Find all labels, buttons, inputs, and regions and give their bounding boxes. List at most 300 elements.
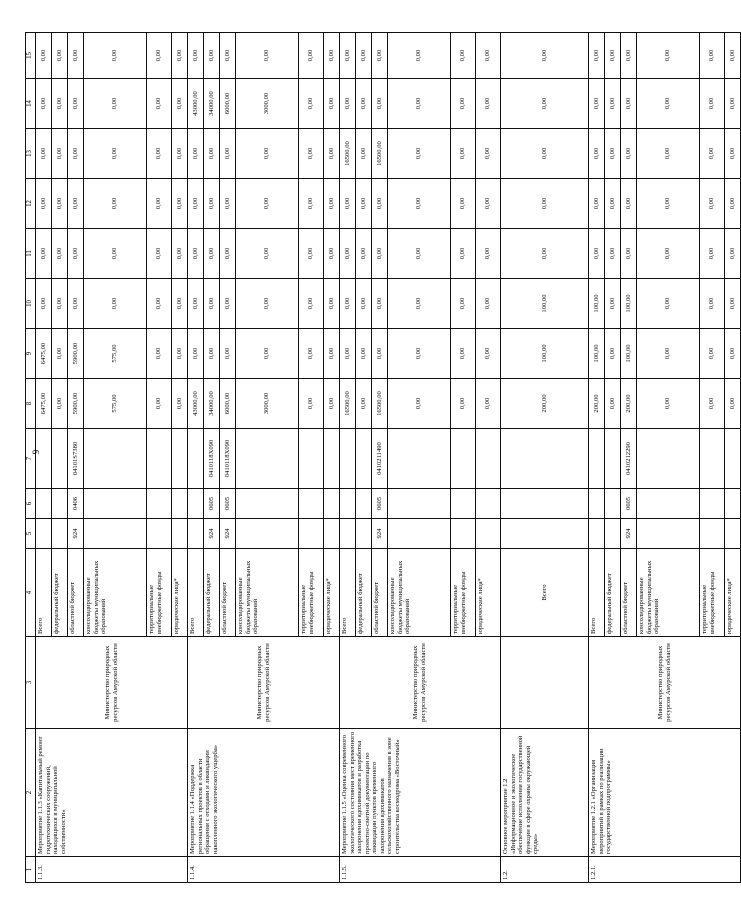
amount-cell: 0,00: [204, 279, 220, 329]
amount-cell: 6475,00: [36, 379, 52, 429]
amount-cell: 0,00: [172, 179, 188, 229]
amount-cell: 0,00: [451, 79, 476, 129]
grbs-code: [84, 519, 147, 549]
funding-source: территориальные внебюджетные фонды: [700, 549, 725, 637]
amount-cell: 0,00: [388, 279, 451, 329]
header-cell: 9: [26, 329, 36, 379]
amount-cell: 0,00: [589, 79, 605, 129]
header-cell: 1: [26, 857, 36, 883]
amount-cell: 5900,00: [68, 329, 84, 379]
amount-cell: 0,00: [188, 33, 204, 79]
amount-cell: 0,00: [356, 379, 372, 429]
amount-cell: 0,00: [68, 279, 84, 329]
amount-cell: 0,00: [84, 179, 147, 229]
item-name: Мероприятие 1.1.4 «Поддержка региональных проектов в области обращения с отходами и ликвидации накопленного экологического ущерба»: [188, 729, 340, 857]
amount-cell: 0,00: [84, 79, 147, 129]
amount-cell: 0,00: [372, 229, 388, 279]
header-row: [26, 33, 36, 883]
amount-cell: 0,00: [605, 33, 621, 79]
header-cell: 10: [26, 279, 36, 329]
amount-cell: 0,00: [299, 79, 324, 129]
amount-cell: 0,00: [36, 279, 52, 329]
amount-cell: 5900,00: [68, 379, 84, 429]
amount-cell: 0,00: [637, 79, 700, 129]
grbs-code: [236, 519, 299, 549]
amount-cell: 0,00: [372, 279, 388, 329]
funding-source: федеральный бюджет: [52, 549, 68, 637]
amount-cell: 0,00: [84, 279, 147, 329]
csr-code: [236, 429, 299, 489]
amount-cell: 0,00: [637, 33, 700, 79]
amount-cell: 0,00: [372, 79, 388, 129]
amount-cell: 0,00: [605, 79, 621, 129]
amount-cell: 0,00: [501, 229, 589, 279]
amount-cell: 0,00: [236, 279, 299, 329]
table-row: [36, 33, 52, 883]
amount-cell: 0,00: [188, 179, 204, 229]
amount-cell: 0,00: [52, 33, 68, 79]
table-row: [188, 33, 204, 883]
amount-cell: 0,00: [324, 229, 340, 279]
amount-cell: 16500,00: [340, 129, 356, 179]
amount-cell: 0,00: [372, 179, 388, 229]
item-number: 1.2.: [501, 857, 589, 883]
item-name: Мероприятие 1.1.5 «Оценка современного экологического состояния мест временного захоронения ядохимикатов и разработка проектно-сметной документации по ликвидации пунктов временного захоронения ядохимикатов сельскохозяйственного назначения в зоне строительства космодрома «Восточный»: [340, 729, 501, 857]
amount-cell: 0,00: [725, 33, 741, 79]
amount-cell: 0,00: [172, 229, 188, 279]
rzpr-code: [36, 489, 52, 519]
amount-cell: 0,00: [589, 129, 605, 179]
grbs-code: [340, 519, 356, 549]
amount-cell: 0,00: [220, 329, 236, 379]
financing-table: [25, 32, 741, 883]
csr-code: [637, 429, 700, 489]
amount-cell: 0,00: [725, 79, 741, 129]
amount-cell: 0,00: [637, 179, 700, 229]
amount-cell: 200,00: [501, 379, 589, 429]
amount-cell: 0,00: [147, 379, 172, 429]
amount-cell: 0,00: [68, 33, 84, 79]
item-executor: Министерство природных ресурсов Амурской области: [36, 637, 188, 729]
funding-source: юридические лица*: [725, 549, 741, 637]
amount-cell: 0,00: [52, 79, 68, 129]
funding-source: консолидированные бюджеты муниципальных образований: [388, 549, 451, 637]
grbs-code: [388, 519, 451, 549]
amount-cell: 0,00: [340, 329, 356, 379]
amount-cell: 0,00: [52, 329, 68, 379]
grbs-code: [147, 519, 172, 549]
amount-cell: 575,00: [84, 329, 147, 379]
funding-source: Всего: [501, 549, 589, 637]
amount-cell: 0,00: [236, 229, 299, 279]
funding-source: областной бюджет: [372, 549, 388, 637]
funding-source: федеральный бюджет: [356, 549, 372, 637]
rzpr-code: [324, 489, 340, 519]
amount-cell: 0,00: [147, 279, 172, 329]
amount-cell: 0,00: [476, 229, 501, 279]
amount-cell: 0,00: [356, 79, 372, 129]
amount-cell: 0,00: [501, 33, 589, 79]
amount-cell: 0,00: [476, 379, 501, 429]
amount-cell: 0,00: [340, 79, 356, 129]
amount-cell: 0,00: [188, 229, 204, 279]
csr-code: [605, 429, 621, 489]
amount-cell: 0,00: [700, 179, 725, 229]
amount-cell: 0,00: [451, 379, 476, 429]
table-row: [340, 33, 356, 883]
amount-cell: 0,00: [84, 33, 147, 79]
rzpr-code: [589, 489, 605, 519]
grbs-code: 924: [204, 519, 220, 549]
amount-cell: 0,00: [605, 129, 621, 179]
amount-cell: 0,00: [220, 129, 236, 179]
funding-source: юридические лица*: [324, 549, 340, 637]
amount-cell: 0,00: [220, 33, 236, 79]
amount-cell: 0,00: [725, 129, 741, 179]
rzpr-code: [188, 489, 204, 519]
amount-cell: 0,00: [621, 79, 637, 129]
header-cell: 12: [26, 179, 36, 229]
amount-cell: 0,00: [172, 129, 188, 179]
amount-cell: 16500,00: [372, 129, 388, 179]
header-cell: 2: [26, 729, 36, 857]
amount-cell: 200,00: [621, 379, 637, 429]
amount-cell: 0,00: [236, 329, 299, 379]
amount-cell: 0,00: [621, 179, 637, 229]
rotated-table-wrapper: [25, 33, 736, 883]
amount-cell: 0,00: [204, 329, 220, 379]
amount-cell: 0,00: [637, 229, 700, 279]
amount-cell: 575,00: [84, 379, 147, 429]
amount-cell: 6475,00: [36, 329, 52, 379]
grbs-code: [299, 519, 324, 549]
item-number: 1.1.3.: [36, 857, 188, 883]
amount-cell: 0,00: [372, 33, 388, 79]
csr-code: 0410118Х090: [220, 429, 236, 489]
amount-cell: 0,00: [340, 229, 356, 279]
item-number: 1.2.1.: [589, 857, 741, 883]
amount-cell: 0,00: [605, 279, 621, 329]
item-number: 1.1.4.: [188, 857, 340, 883]
grbs-code: [637, 519, 700, 549]
amount-cell: 0,00: [299, 129, 324, 179]
amount-cell: 0,00: [589, 229, 605, 279]
grbs-code: 924: [220, 519, 236, 549]
table-row: [501, 33, 589, 883]
amount-cell: 0,00: [637, 329, 700, 379]
amount-cell: 0,00: [36, 79, 52, 129]
amount-cell: 0,00: [451, 179, 476, 229]
amount-cell: 0,00: [204, 129, 220, 179]
csr-code: 04101S7380: [68, 429, 84, 489]
header-cell: 4: [26, 549, 36, 637]
amount-cell: 0,00: [451, 33, 476, 79]
item-name: Мероприятие 1.1.3 «Капитальный ремонт гидротехнических сооружений, находящихся в муниципальной собственности»: [36, 729, 188, 857]
grbs-code: [36, 519, 52, 549]
amount-cell: 0,00: [204, 33, 220, 79]
header-cell: 13: [26, 129, 36, 179]
amount-cell: 0,00: [147, 179, 172, 229]
amount-cell: 3000,00: [236, 79, 299, 129]
csr-code: [589, 429, 605, 489]
item-name: Основное мероприятие 1.2 «Информационное и экологическое обеспечение исполнения государственной функции в сфере охраны окружающей среды»: [501, 729, 589, 857]
table-row: [589, 33, 605, 883]
amount-cell: 0,00: [476, 33, 501, 79]
grbs-code: [589, 519, 605, 549]
amount-cell: 0,00: [700, 79, 725, 129]
amount-cell: 0,00: [621, 229, 637, 279]
amount-cell: 0,00: [621, 33, 637, 79]
amount-cell: 0,00: [324, 179, 340, 229]
amount-cell: 0,00: [52, 129, 68, 179]
amount-cell: 0,00: [372, 329, 388, 379]
rzpr-code: [700, 489, 725, 519]
rzpr-code: 0605: [372, 489, 388, 519]
amount-cell: 0,00: [621, 129, 637, 179]
item-executor: Министерство природных ресурсов Амурской области: [188, 637, 340, 729]
grbs-code: [188, 519, 204, 549]
funding-source: консолидированные бюджеты муниципальных образований: [236, 549, 299, 637]
amount-cell: 0,00: [172, 379, 188, 429]
funding-source: Всего: [340, 549, 356, 637]
csr-code: [147, 429, 172, 489]
header-cell: 14: [26, 79, 36, 129]
amount-cell: 0,00: [172, 79, 188, 129]
rzpr-code: 0605: [621, 489, 637, 519]
amount-cell: 43000,00: [188, 379, 204, 429]
amount-cell: 100,00: [589, 329, 605, 379]
amount-cell: 0,00: [204, 179, 220, 229]
amount-cell: 0,00: [299, 33, 324, 79]
amount-cell: 0,00: [589, 33, 605, 79]
amount-cell: 0,00: [84, 129, 147, 179]
amount-cell: 0,00: [188, 279, 204, 329]
amount-cell: 0,00: [388, 329, 451, 379]
amount-cell: 0,00: [501, 79, 589, 129]
header-cell: 8: [26, 379, 36, 429]
csr-code: [172, 429, 188, 489]
amount-cell: 0,00: [589, 179, 605, 229]
amount-cell: 0,00: [388, 179, 451, 229]
amount-cell: 100,00: [621, 279, 637, 329]
rzpr-code: [84, 489, 147, 519]
rzpr-code: [637, 489, 700, 519]
csr-code: [188, 429, 204, 489]
amount-cell: 0,00: [451, 129, 476, 179]
amount-cell: 0,00: [451, 279, 476, 329]
amount-cell: 0,00: [147, 33, 172, 79]
funding-source: юридические лица*: [476, 549, 501, 637]
amount-cell: 0,00: [52, 229, 68, 279]
amount-cell: 0,00: [356, 229, 372, 279]
amount-cell: 0,00: [172, 329, 188, 379]
csr-code: 0410212290: [621, 429, 637, 489]
amount-cell: 0,00: [700, 379, 725, 429]
grbs-code: 924: [372, 519, 388, 549]
amount-cell: 0,00: [501, 129, 589, 179]
amount-cell: 100,00: [501, 329, 589, 379]
amount-cell: 0,00: [605, 329, 621, 379]
amount-cell: 0,00: [700, 279, 725, 329]
grbs-code: [725, 519, 741, 549]
amount-cell: 0,00: [324, 129, 340, 179]
amount-cell: 0,00: [68, 229, 84, 279]
grbs-code: 924: [621, 519, 637, 549]
csr-code: [324, 429, 340, 489]
funding-source: областной бюджет: [220, 549, 236, 637]
amount-cell: 0,00: [605, 379, 621, 429]
header-cell: 11: [26, 229, 36, 279]
header-cell: 3: [26, 637, 36, 729]
funding-source: консолидированные бюджеты муниципальных образований: [84, 549, 147, 637]
amount-cell: 0,00: [220, 229, 236, 279]
item-name: Мероприятие 1.2.1 «Организация мероприятий в рамках по реализации государственной подпрограммы»: [589, 729, 741, 857]
amount-cell: 0,00: [476, 129, 501, 179]
funding-source: Всего: [188, 549, 204, 637]
rzpr-code: [236, 489, 299, 519]
amount-cell: 100,00: [621, 329, 637, 379]
amount-cell: 0,00: [84, 229, 147, 279]
amount-cell: 0,00: [356, 179, 372, 229]
grbs-code: [476, 519, 501, 549]
grbs-code: [451, 519, 476, 549]
csr-code: [36, 429, 52, 489]
amount-cell: 0,00: [172, 279, 188, 329]
amount-cell: 0,00: [324, 33, 340, 79]
rzpr-code: [299, 489, 324, 519]
amount-cell: 0,00: [388, 33, 451, 79]
rzpr-code: [605, 489, 621, 519]
amount-cell: 0,00: [451, 329, 476, 379]
amount-cell: 0,00: [236, 129, 299, 179]
amount-cell: 0,00: [388, 129, 451, 179]
funding-source: консолидированные бюджеты муниципальных образований: [637, 549, 700, 637]
amount-cell: 0,00: [147, 79, 172, 129]
amount-cell: 0,00: [220, 179, 236, 229]
csr-code: [451, 429, 476, 489]
amount-cell: 0,00: [172, 33, 188, 79]
amount-cell: 0,00: [700, 329, 725, 379]
amount-cell: 200,00: [589, 379, 605, 429]
amount-cell: 0,00: [324, 379, 340, 429]
amount-cell: 0,00: [637, 279, 700, 329]
amount-cell: 0,00: [36, 129, 52, 179]
amount-cell: 16500,00: [340, 379, 356, 429]
header-cell: 7: [26, 429, 36, 489]
funding-source: юридические лица*: [172, 549, 188, 637]
amount-cell: 0,00: [299, 229, 324, 279]
amount-cell: 0,00: [236, 179, 299, 229]
item-executor: Министерство природных ресурсов Амурской области: [340, 637, 501, 729]
rzpr-code: [725, 489, 741, 519]
amount-cell: 34000,00: [204, 79, 220, 129]
amount-cell: 0,00: [356, 329, 372, 379]
grbs-code: [324, 519, 340, 549]
csr-code: [340, 429, 356, 489]
amount-cell: 0,00: [324, 279, 340, 329]
grbs-code: [356, 519, 372, 549]
amount-cell: 0,00: [388, 79, 451, 129]
code-cell: [501, 429, 589, 489]
amount-cell: 0,00: [637, 379, 700, 429]
csr-code: [52, 429, 68, 489]
amount-cell: 0,00: [188, 129, 204, 179]
amount-cell: 6000,00: [220, 79, 236, 129]
amount-cell: 3000,00: [236, 379, 299, 429]
code-cell: [501, 489, 589, 519]
csr-code: [725, 429, 741, 489]
grbs-code: [700, 519, 725, 549]
amount-cell: 0,00: [147, 129, 172, 179]
amount-cell: 0,00: [725, 229, 741, 279]
amount-cell: 0,00: [451, 229, 476, 279]
amount-cell: 0,00: [476, 79, 501, 129]
amount-cell: 0,00: [356, 33, 372, 79]
amount-cell: 0,00: [340, 33, 356, 79]
grbs-code: [605, 519, 621, 549]
rzpr-code: [476, 489, 501, 519]
rzpr-code: [451, 489, 476, 519]
amount-cell: 0,00: [356, 129, 372, 179]
amount-cell: 0,00: [299, 279, 324, 329]
amount-cell: 0,00: [52, 279, 68, 329]
amount-cell: 0,00: [299, 379, 324, 429]
funding-source: территориальные внебюджетные фонды: [147, 549, 172, 637]
grbs-code: [52, 519, 68, 549]
amount-cell: 0,00: [147, 329, 172, 379]
amount-cell: 0,00: [700, 129, 725, 179]
amount-cell: 0,00: [388, 229, 451, 279]
amount-cell: 0,00: [476, 179, 501, 229]
item-number: 1.1.5.: [340, 857, 501, 883]
amount-cell: 0,00: [725, 179, 741, 229]
amount-cell: 0,00: [52, 179, 68, 229]
amount-cell: 0,00: [36, 179, 52, 229]
rzpr-code: [340, 489, 356, 519]
amount-cell: 0,00: [340, 179, 356, 229]
amount-cell: 0,00: [52, 379, 68, 429]
rzpr-code: 0406: [68, 489, 84, 519]
grbs-code: 924: [68, 519, 84, 549]
amount-cell: 0,00: [725, 379, 741, 429]
funding-source: территориальные внебюджетные фонды: [299, 549, 324, 637]
amount-cell: 0,00: [68, 129, 84, 179]
amount-cell: 0,00: [324, 329, 340, 379]
amount-cell: 16500,00: [372, 379, 388, 429]
amount-cell: 43000,00: [188, 79, 204, 129]
funding-source: Всего: [36, 549, 52, 637]
amount-cell: 0,00: [220, 279, 236, 329]
amount-cell: 0,00: [356, 279, 372, 329]
amount-cell: 0,00: [605, 179, 621, 229]
amount-cell: 0,00: [299, 329, 324, 379]
csr-code: [84, 429, 147, 489]
rzpr-code: [388, 489, 451, 519]
amount-cell: 0,00: [188, 329, 204, 379]
amount-cell: 0,00: [36, 33, 52, 79]
rzpr-code: [172, 489, 188, 519]
csr-code: [700, 429, 725, 489]
header-cell: 15: [26, 33, 36, 79]
amount-cell: 0,00: [147, 229, 172, 279]
amount-cell: 6000,00: [220, 379, 236, 429]
rzpr-code: 0605: [220, 489, 236, 519]
amount-cell: 0,00: [501, 179, 589, 229]
grbs-code: [172, 519, 188, 549]
page-number: 9: [31, 449, 41, 455]
amount-cell: 0,00: [637, 129, 700, 179]
rzpr-code: [147, 489, 172, 519]
